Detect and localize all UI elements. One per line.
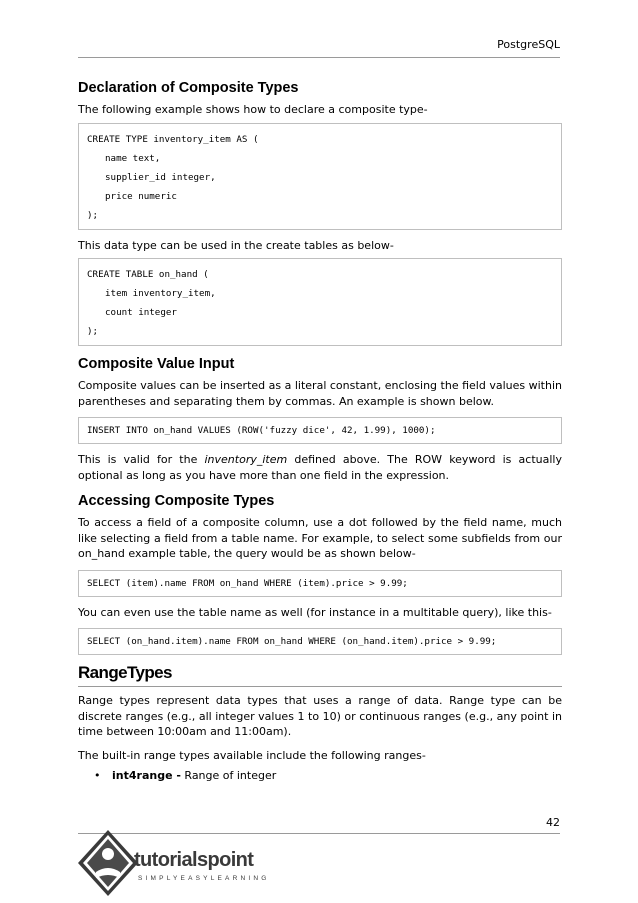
accessing-after: You can even use the table name as well (for instance in a multitable query), like this- [78,605,552,619]
declaration-intro: The following example shows how to declare a composite type- [78,103,428,116]
declaration-after: This data type can be used in the create tables as below- [78,238,394,252]
list-item [78,768,562,784]
text-run: defined above. The ROW keyword is actually optional as long as you have more than one field in the expression. [78,453,562,482]
running-header: PostgreSQL [497,38,560,51]
page-content [78,80,562,784]
code-block-select-table [78,628,562,655]
accessing-para: To access a field of a composite column, use a dot followed by the field name, much like selecting a field from a table name. For example, to select some subfields from our on_hand example table, the query would be as shown below- [78,516,562,560]
range-list-intro: The built-in range types available include the following ranges- [78,748,426,762]
logo-wordmark: tutorialspoint [134,849,254,871]
range-type-name: int4range - [112,769,181,782]
heading-range-types: RangeTypes [78,663,562,687]
bullet-icon: • [94,769,101,782]
code-block-select-item [78,570,562,597]
tutorialspoint-logo [76,828,276,898]
value-input-after [78,452,562,483]
code-line: SELECT (on_hand.item).name FROM on_hand WHERE (on_hand.item).price > 9.99; [87,636,497,647]
code-line: CREATE TABLE on_hand ( [87,269,209,280]
code-block-create-type [78,123,562,230]
heading-accessing: Accessing Composite Types [78,493,275,509]
text-run: This is valid for the [78,453,205,466]
section-range-types [78,663,562,784]
logo-diamond-icon [78,830,138,896]
section-value-input [78,356,562,483]
code-line: INSERT INTO on_hand VALUES (ROW('fuzzy dice', 42, 1.99), 1000); [87,425,436,436]
range-para: Range types represent data types that uses a range of data. Range type can be discrete ranges (e.g., all integer values 1 to 10) or continuous ranges (e.g., any point in time between 10:00am and 11:00am). [78,694,562,738]
code-line: ); [87,326,99,337]
range-type-desc: Range of integer [180,769,277,782]
code-block-insert [78,417,562,444]
value-input-para: Composite values can be inserted as a literal constant, enclosing the field values within parentheses and separating them by commas. An example is shown below. [78,379,562,408]
emphasis-type-name: inventory_item [204,453,288,466]
code-line: name text, [105,152,161,164]
code-line: SELECT (item).name FROM on_hand WHERE (item).price > 9.99; [87,577,408,589]
page-number: 42 [546,816,560,829]
code-line: item inventory_item, [105,288,216,299]
logo-tagline: SIMPLYEASYLEARNING [138,875,270,882]
code-line: supplier_id integer, [105,171,216,183]
section-declaration [78,80,562,346]
header-rule [78,57,560,58]
range-list [78,768,562,784]
heading-declaration: Declaration of Composite Types [78,80,299,96]
section-accessing [78,493,562,655]
code-line: count integer [105,307,177,318]
code-block-create-table [78,258,562,346]
heading-value-input: Composite Value Input [78,356,235,372]
code-line: price numeric [105,190,177,202]
code-line: ); [87,209,99,221]
code-line: CREATE TYPE inventory_item AS ( [87,133,259,145]
